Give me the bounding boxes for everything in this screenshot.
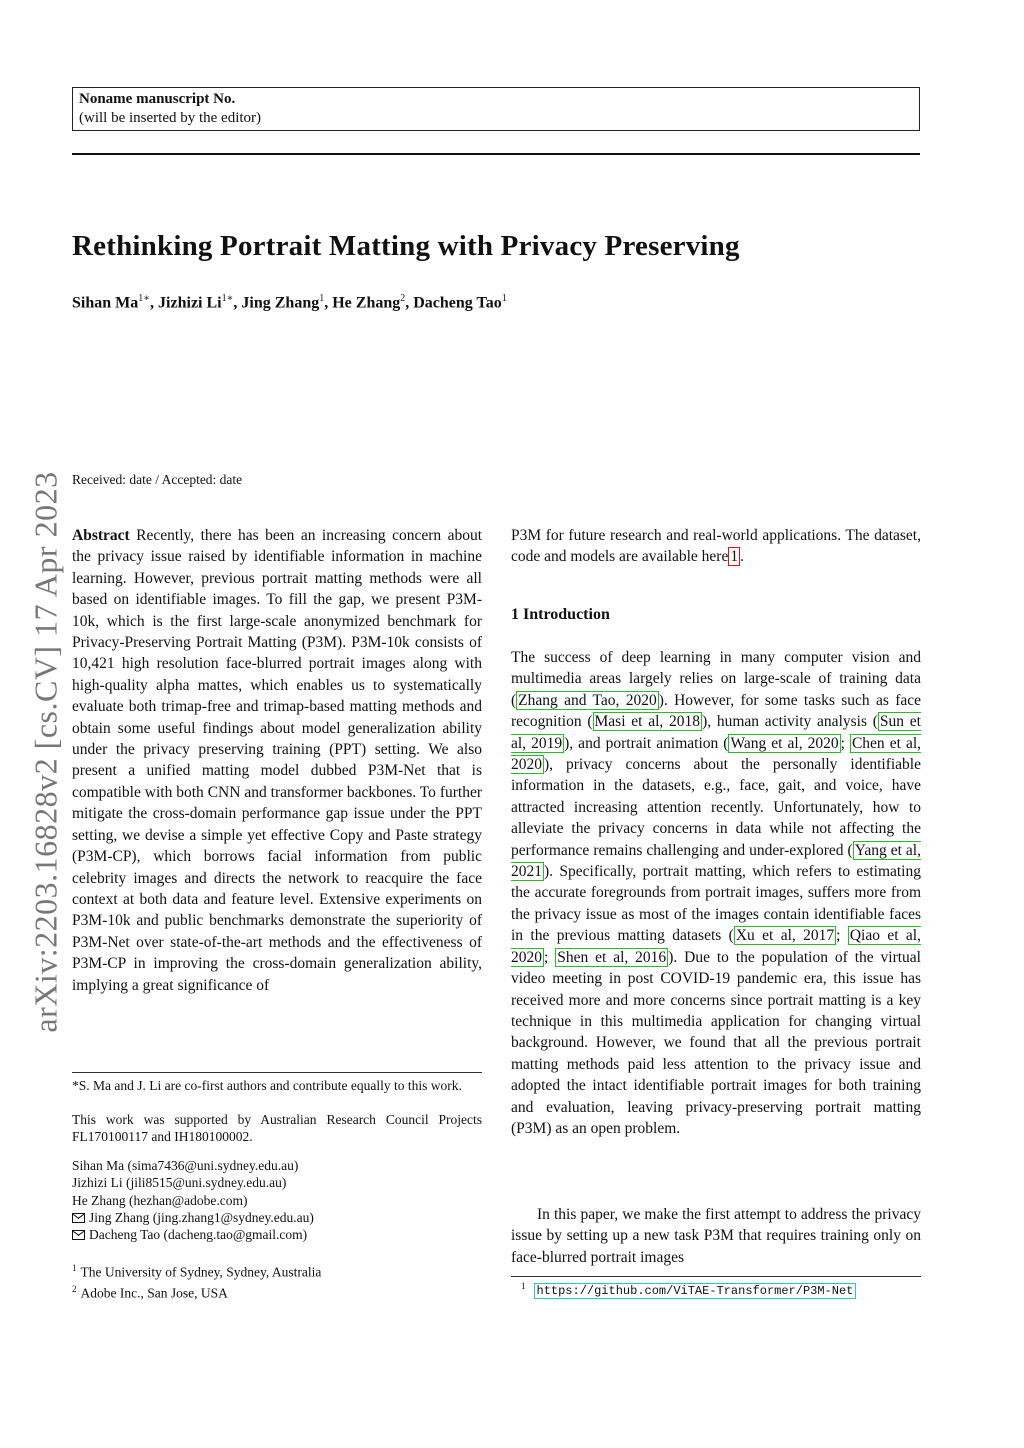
intro-text: ). Specifically, portrait matting, which refers to estimating the accurate foregrounds from portrait images, suffers more from the privacy issue as most of the images contain identifiable faces in the previous matting datasets ( [511,863,921,945]
citation-link[interactable]: Yang et al, 2021 [511,841,921,881]
footnote [521,1281,856,1298]
email-item [72,1209,314,1226]
author-name: Sihan Ma [72,294,139,312]
envelope-icon [72,1230,85,1240]
abstract-continued-text: P3M for future research and real-world applications. The dataset, code and models are available here [511,527,921,566]
author-affil-mark: 1∗ [138,293,151,304]
citation-link[interactable]: Shen et al, 2016 [557,948,667,966]
affiliation-number: 1 [72,1263,77,1273]
author-name: Dacheng Tao [413,294,502,312]
funding-note: This work was supported by Australian Research Council Projects FL170100117 and IH180100002. [72,1112,482,1144]
arxiv-stamp: arXiv:2203.16828v2 [cs.CV] 17 Apr 2023 [27,471,64,1033]
intro-text: ), human activity analysis ( [702,713,878,731]
affiliation-text: Adobe Inc., San Jose, USA [80,1285,228,1301]
citation-link[interactable]: Xu et al, 2017 [735,927,835,945]
affiliation-number: 2 [72,1284,77,1294]
footnote-rule-right [511,1276,921,1277]
footnote-link[interactable]: 1 [730,548,739,566]
footnote-rule [72,1072,482,1073]
footnote-number: 1 [521,1281,526,1291]
author-list [72,293,507,312]
intro-text: The success of deep learning in many computer vision and multimedia areas largely relies on large-scale of training data ( [511,649,921,709]
email-text: Jing Zhang (jing.zhang1@sydney.edu.au) [89,1209,314,1225]
envelope-icon [72,1213,85,1223]
cofirst-note: *S. Ma and J. Li are co-first authors and contribute equally to this work. [72,1078,462,1093]
affiliation-text: The University of Sydney, Sydney, Australia [80,1264,322,1280]
citation-link[interactable]: Masi et al, 2018 [594,713,701,731]
email-item: Jizhizi Li (jili8515@uni.sydney.edu.au) [72,1175,287,1191]
email-item: He Zhang (hezhan@adobe.com) [72,1192,248,1208]
author-affil-mark: 1∗ [221,293,234,304]
intro-text: ), and portrait animation ( [564,734,729,752]
intro-text: ). Due to the population of the virtual video meeting in post COVID-19 pandemic era, this issue has received more and more concerns since portrait matting is a key technique in this multimedia application for changing virtual background. However, we found that all the previous portrait matting methods paid less attention to the privacy issue and adopted the intact identifiable portrait images for both training and evaluation, leaving privacy-preserving portrait matting (P3M) as an open problem. [511,948,921,1137]
introduction-paragraph-2: In this paper, we make the first attempt to address the privacy issue by setting up a new task P3M that requires training only on face-blurred portrait images [511,1206,921,1266]
intro-text: ; [836,927,848,945]
manuscript-note: (will be inserted by the editor) [79,110,262,126]
abstract-end: . [740,548,744,566]
citation-link[interactable]: Wang et al, 2020 [730,734,839,752]
affiliation-item [72,1281,321,1302]
section-heading-introduction: 1 Introduction [511,606,610,623]
author-name: He Zhang [332,294,401,312]
repository-url-link[interactable]: https://github.com/ViTAE-Transformer/P3M-Net [534,1283,857,1299]
abstract-text: Recently, there has been an increasing concern about the privacy issue raised by identifiable information in machine learning. However, previous portrait matting methods were all based on identifiable images. To fill the gap, we present P3M-10k, which is the first large-scale anonymized benchmark for Privacy-Preserving Portrait Matting (P3M). P3M-10k consists of 10,421 high resolution face-blurred portrait images along with high-quality alpha mattes, which enables us to systematically evaluate both trimap-free and trimap-based matting methods and obtain some useful findings about model generalization ability under the privacy preserving training (PPT) setting. We also present a unified matting model dubbed P3M-Net that is compatible with both CNN and transformer backbones. To further mitigate the cross-domain performance gap issue under the PPT setting, we devise a simple yet effective Copy and Paste strategy (P3M-CP), which borrows facial information from public celebrity images and directs the network to reacquire the face context at both data and feature level. Extensive experiments on P3M-10k and public benchmarks demonstrate the superiority of P3M-Net over state-of-the-art methods and the effectiveness of P3M-CP in improving the cross-domain generalization ability, implying a great significance of [72,527,483,994]
email-list [72,1157,314,1243]
author-name: Jizhizi Li [158,294,222,312]
received-date: Received: date / Accepted: date [72,472,243,487]
manuscript-title: Noname manuscript No. [79,91,236,107]
paper-title: Rethinking Portrait Matting with Privacy Preserving [72,230,740,262]
affiliation-item [72,1260,321,1281]
intro-text: ; [544,948,556,966]
email-text: Dacheng Tao (dacheng.tao@gmail.com) [89,1227,308,1243]
affiliation-list [72,1260,321,1302]
author-separator: , [324,294,333,312]
email-item [72,1226,314,1243]
citation-link[interactable]: Sun et al, 2019 [511,713,921,752]
abstract-continued [511,525,921,568]
author-name: Jing Zhang [241,294,320,312]
email-item: Sihan Ma (sima7436@uni.sydney.edu.au) [72,1158,299,1173]
manuscript-box [72,87,920,131]
citation-link[interactable]: Zhang and Tao, 2020 [518,691,657,709]
intro-text: ; [840,734,850,752]
abstract [72,525,482,996]
author-separator: , [233,294,242,312]
author-affil-mark: 1 [501,293,507,304]
citation-link[interactable]: Qiao et al, 2020 [511,927,921,966]
abstract-label: Abstract [72,527,130,544]
author-affil-mark: 1 [319,293,325,304]
header-rule [72,153,920,155]
author-separator: , [405,294,414,312]
introduction-paragraph-1 [511,647,921,1139]
intro-text: ). However, for some tasks such as face recognition ( [511,691,922,731]
intro-text: ), privacy concerns about the personally identifiable information in the datasets, e.g., face, gait, and voice, have attracted increasing attention recently. Unfortunately, how to alleviate the privacy concerns in data while not affecting the performance remains challenging and under-explored ( [511,756,921,859]
author-separator: , [150,294,159,312]
author-affil-mark: 2 [400,293,406,304]
citation-link[interactable]: Chen et al, 2020 [511,734,922,774]
